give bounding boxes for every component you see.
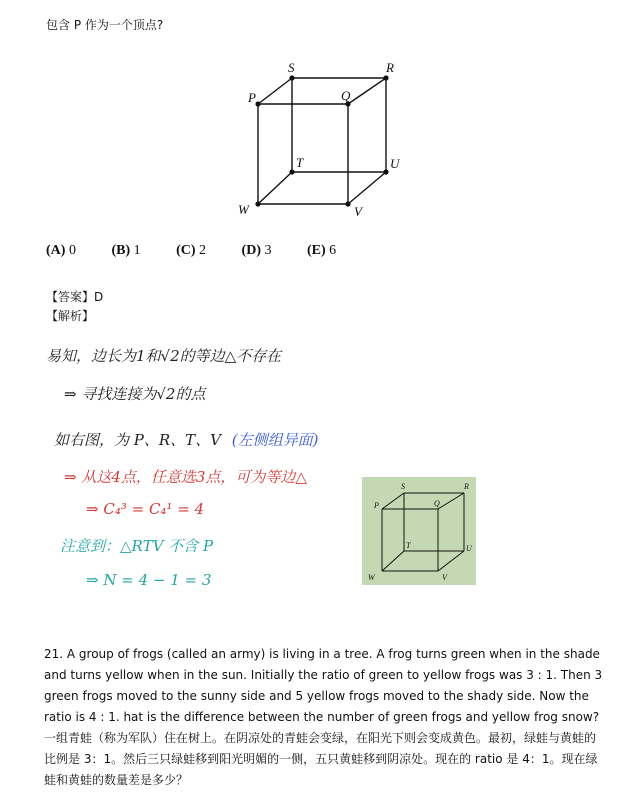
label-W: W [238, 202, 249, 217]
vertex-P [255, 101, 260, 106]
vertex-U [383, 169, 388, 174]
hand-line-1: 易知，边长为1和√2的等边△不存在 [46, 347, 282, 365]
answer-options [46, 243, 368, 259]
hand-line-7: ⇒ N = 4 − 1 = 3 [86, 571, 212, 589]
problem-21-text: 21. A group of frogs (called an army) is living in a tree. A frog turns green when in the shade and turns yellow when in the sun. Initially the ratio of green to yellow frogs was 3 : 1. Then 3 green frogs moved to the sunny side and 5 yellow frogs moved to the shady side. Now the ratio is 4 : 1. hat is the difference between the number of green frogs and yellow frog snow?一组青蛙（称为军队）住在树上。在阴凉处的青蛙会变绿，在阳光下则会变成黄色。最初，绿蛙与黄蛙的比例是 3：1。然后三只绿蛙移到阳光明媚的一侧，五只黄蛙移到阴凉处。现在的 ratio 是 4：1。现在绿蛙和黄蛙的数量差是多少？ [44, 647, 603, 787]
label-Q: Q [341, 88, 351, 103]
svg-text:Q: Q [434, 499, 440, 508]
vertex-V [345, 201, 350, 206]
label-R: R [386, 60, 394, 75]
handwritten-solution [46, 333, 616, 623]
svg-text:P: P [374, 501, 379, 510]
label-V: V [354, 204, 362, 219]
vertex-W [255, 201, 260, 206]
hand-line-6: 注意到：△RTV 不含 P [60, 537, 214, 555]
option-e: (E) 6 [306, 243, 337, 258]
hand-line-4: ⇒ 从这4点，任意选3点，可为等边△ [64, 468, 307, 486]
cube-photo [362, 477, 476, 585]
analysis-heading: 【解析】 [46, 309, 95, 323]
option-d: (D) 3 [241, 243, 272, 258]
label-S: S [288, 60, 295, 75]
label-P: P [248, 90, 256, 105]
option-c: (C) 2 [176, 243, 207, 258]
svg-text:W: W [368, 573, 375, 582]
hand-line-3: 如右图，为 P、R、T、V (左侧组异面) [54, 431, 319, 449]
answer-line: 【答案】D [46, 290, 104, 304]
hand-line-5: ⇒ C₄³ = C₄¹ = 4 [86, 500, 205, 518]
option-b: (B) 1 [111, 243, 141, 258]
hand-line-3-note: (左侧组异面) [231, 431, 319, 449]
svg-text:R: R [464, 482, 469, 491]
vertex-R [383, 75, 388, 80]
svg-text:S: S [401, 482, 405, 491]
svg-text:V: V [442, 573, 447, 582]
svg-text:T: T [406, 541, 411, 550]
option-a: (A) 0 [46, 243, 76, 258]
svg-text:U: U [466, 544, 472, 553]
cube-photo-svg [362, 477, 476, 585]
cube-svg [220, 56, 430, 226]
vertex-S [289, 75, 294, 80]
label-T: T [296, 155, 304, 170]
cube-diagram [220, 56, 430, 226]
hand-line-2: ⇒ 寻找连接为√2的点 [64, 385, 206, 403]
vertex-T [289, 169, 294, 174]
question-continuation: 包含 P 作为一个顶点? [46, 18, 164, 32]
label-U: U [390, 156, 400, 171]
